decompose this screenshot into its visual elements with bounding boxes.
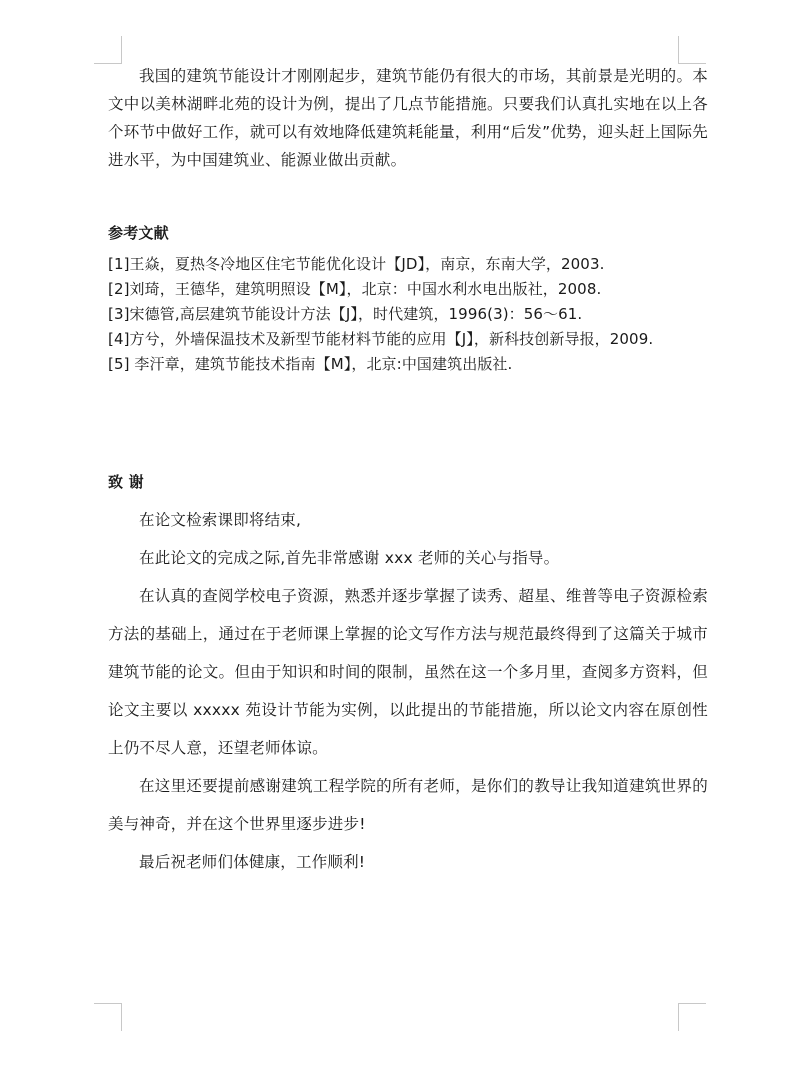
conclusion-paragraph: 我国的建筑节能设计才刚刚起步，建筑节能仍有很大的市场，其前景是光明的。本文中以美林湖畔北苑的设计为例，提出了几点节能措施。只要我们认真扎实地在以上各个环节中做好工作，就可以有效地降低建筑耗能量，利用“后发”优势，迎头赶上国际先进水平，为中国建筑业、能源业做出贡献。: [108, 67, 708, 169]
crop-mark-bottom-right: [678, 1003, 706, 1031]
reference-item: [1]王焱，夏热冬冷地区住宅节能优化设计【JD】，南京，东南大学，2003.: [108, 255, 605, 273]
acknowledgements-paragraph: 在这里还要提前感谢建筑工程学院的所有老师，是你们的教导让我知道建筑世界的美与神奇，并在这个世界里逐步进步!: [108, 777, 708, 833]
crop-mark-top-right: [678, 36, 706, 64]
reference-item: [4]方兮，外墙保温技术及新型节能材料节能的应用【J】，新科技创新导报，2009.: [108, 330, 654, 348]
reference-item: [2]刘琦，王德华，建筑明照设【M】，北京：中国水利水电出版社，2008.: [108, 280, 602, 298]
crop-mark-top-left: [94, 36, 122, 64]
reference-item: [5] 李汗章，建筑节能技术指南【M】，北京:中国建筑出版社.: [108, 355, 513, 373]
acknowledgements-heading: 致 谢: [108, 473, 144, 491]
acknowledgements-paragraph: 在论文检索课即将结束,: [139, 511, 302, 529]
acknowledgements-body: [108, 501, 708, 881]
crop-mark-bottom-left: [94, 1003, 122, 1031]
references-heading: 参考文献: [108, 224, 169, 242]
page-content: [108, 62, 708, 881]
spacer-before-acknowledgements: [108, 377, 708, 469]
acknowledgements-paragraph: 在认真的查阅学校电子资源，熟悉并逐步掌握了读秀、超星、维普等电子资源检索方法的基础上，通过在于老师课上掌握的论文写作方法与规范最终得到了这篇关于城市建筑节能的论文。但由于知识和时间的限制，虽然在这一个多月里，查阅多方资料，但论文主要以 xxxxx 苑设计节能为实例，以此提出的节能措施，所以论文内容在原创性上仍不尽人意，还望老师体谅。: [108, 587, 708, 757]
acknowledgements-paragraph: 在此论文的完成之际,首先非常感谢 xxx 老师的关心与指导。: [139, 549, 560, 567]
acknowledgements-paragraph: 最后祝老师们体健康，工作顺利!: [139, 853, 366, 871]
spacer-before-references: [108, 174, 708, 220]
reference-item: [3]宋德管,高层建筑节能设计方法【J】，时代建筑，1996(3)：56～61.: [108, 305, 583, 323]
references-list: [108, 252, 708, 377]
